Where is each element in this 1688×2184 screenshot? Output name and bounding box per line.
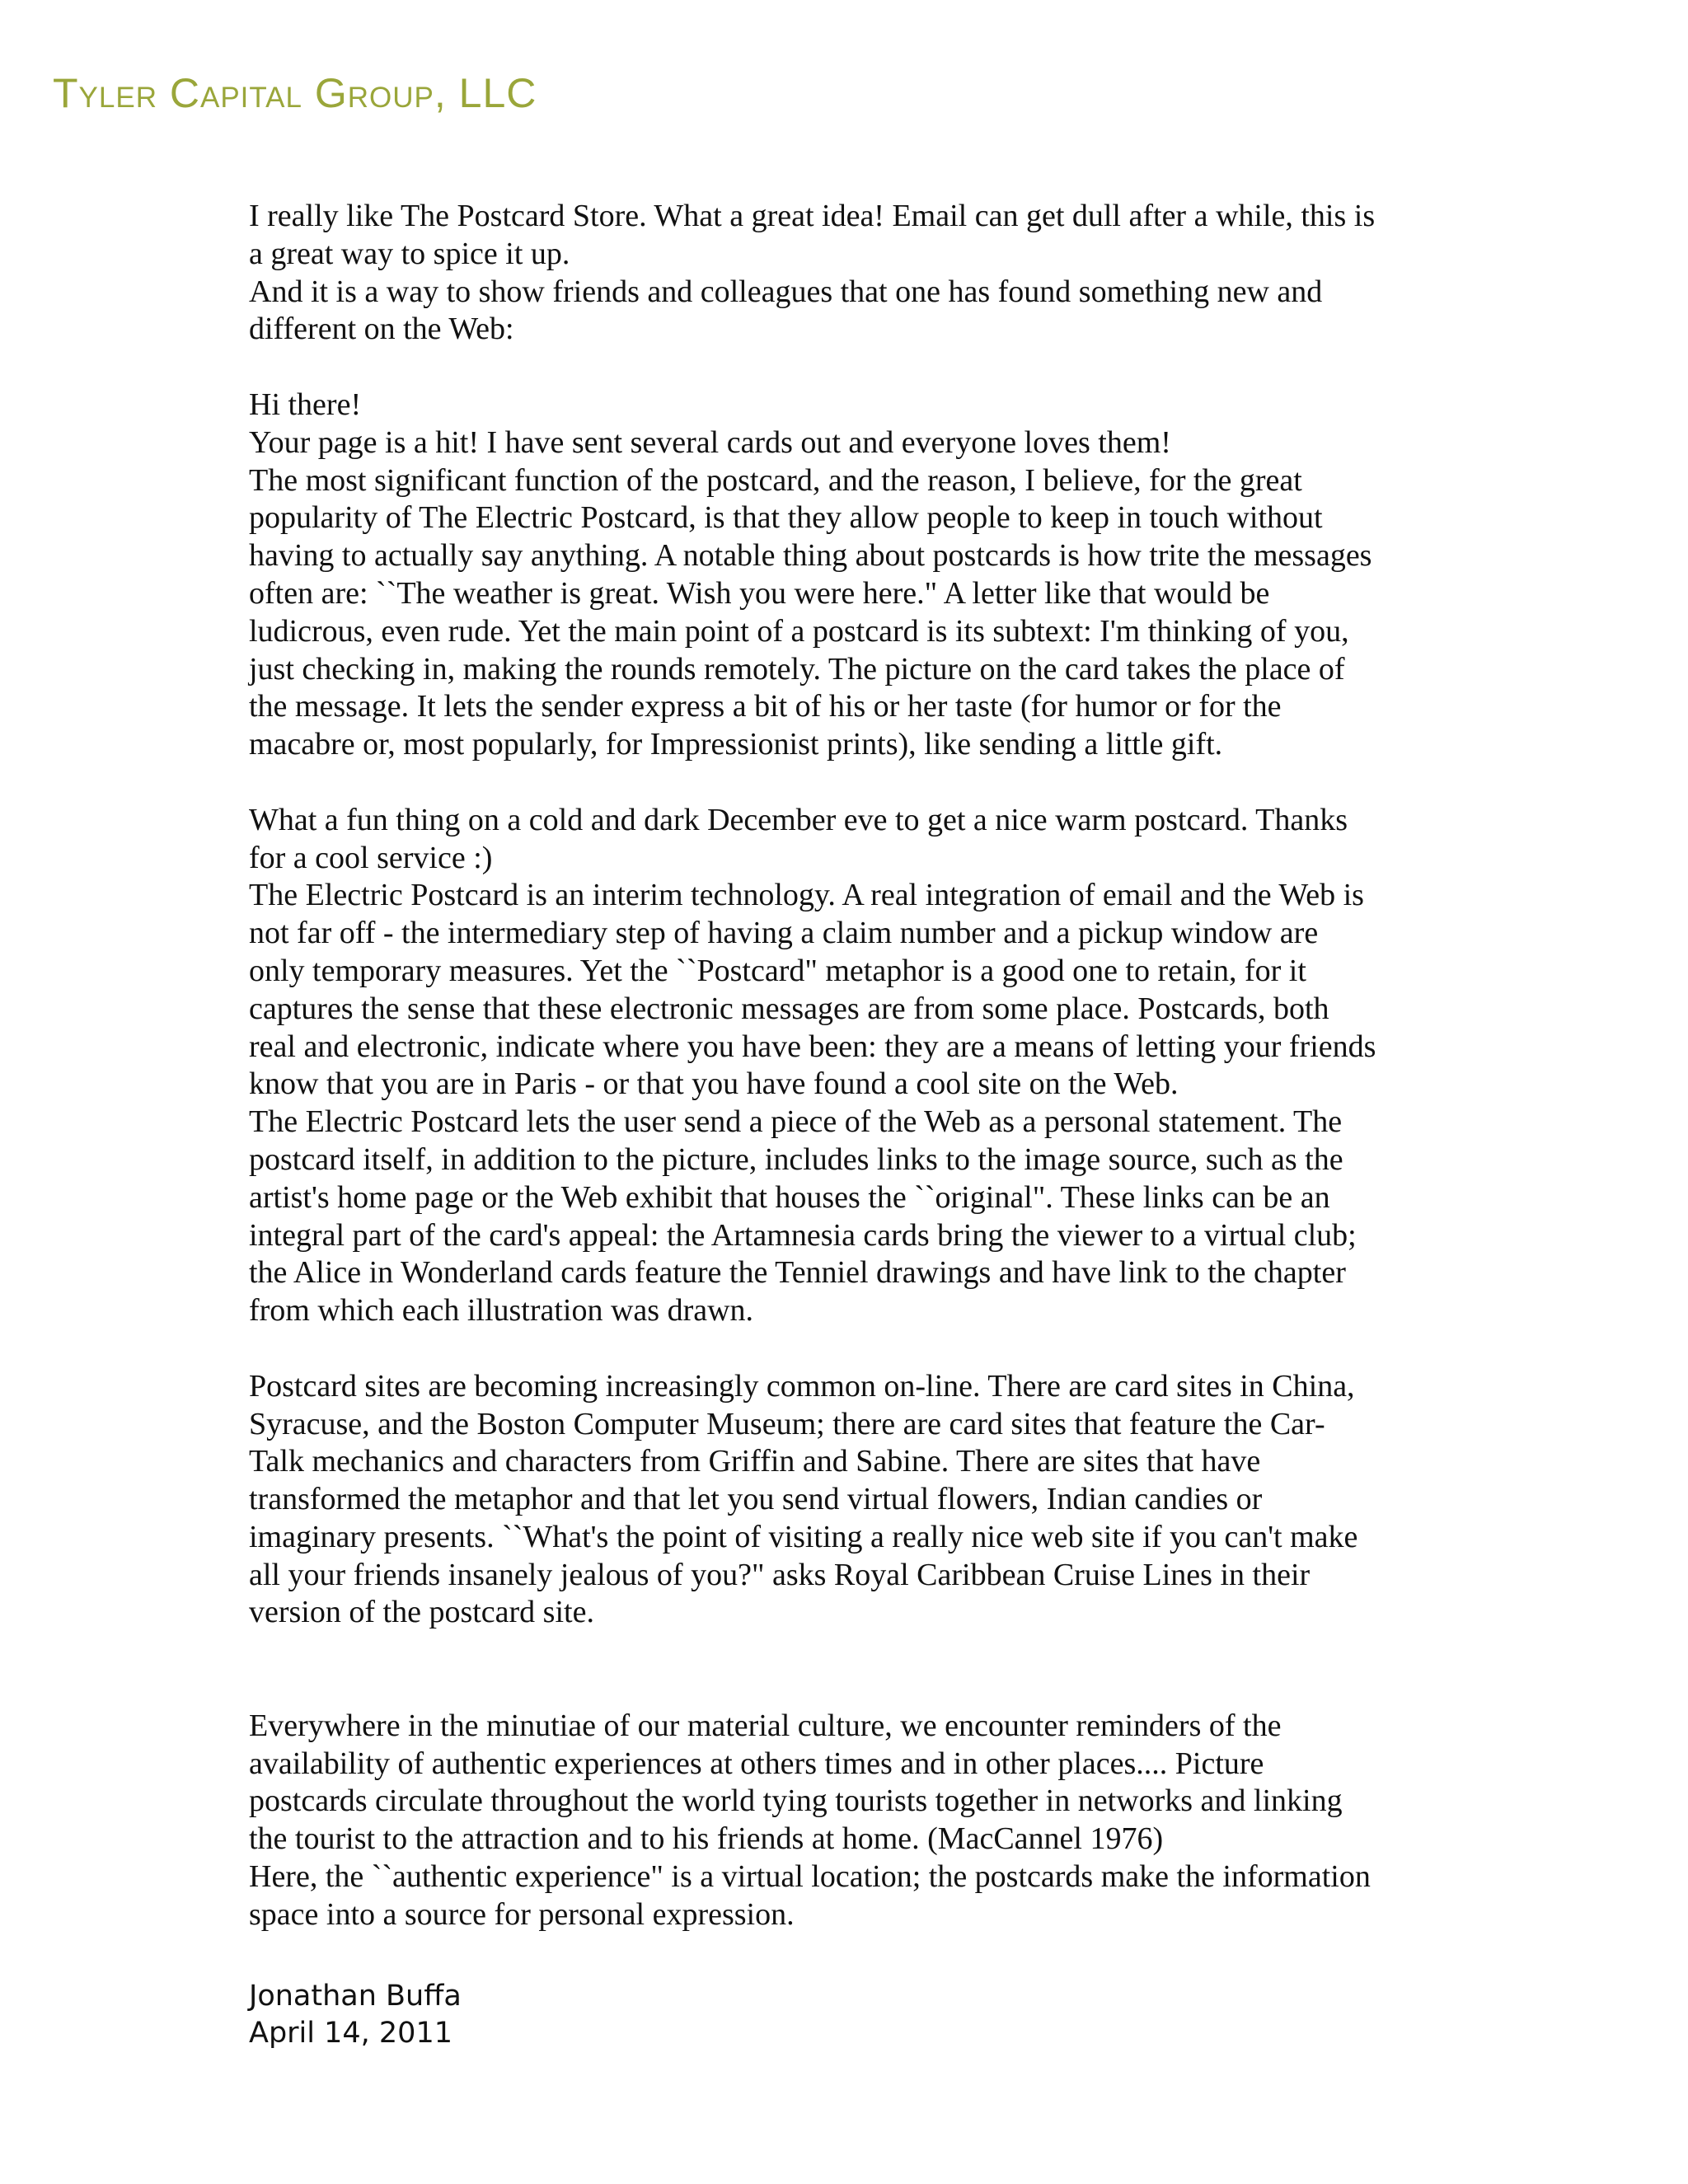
body-text-line: ludicrous, even rude. Yet the main point of a postcard is its subtext: I'm thinking of you, bbox=[249, 613, 1349, 649]
body-text-line: artist's home page or the Web exhibit that houses the ``original". These links can be an bbox=[249, 1179, 1330, 1215]
body-text-line: Your page is a hit! I have sent several cards out and everyone loves them! bbox=[249, 424, 1171, 460]
body-text-line: all your friends insanely jealous of you?" asks Royal Caribbean Cruise Lines in their bbox=[249, 1557, 1311, 1592]
body-text-line: the tourist to the attraction and to his friends at home. (MacCannel 1976) bbox=[249, 1821, 1164, 1857]
body-text-line: Everywhere in the minutiae of our material culture, we encounter reminders of the bbox=[249, 1708, 1282, 1743]
body-text-line: for a cool service :) bbox=[249, 840, 493, 875]
body-text-line: a great way to spice it up. bbox=[249, 236, 570, 271]
letter-body bbox=[249, 198, 1452, 1934]
paragraph-spacer bbox=[249, 1330, 1452, 1368]
body-text-line: The Electric Postcard is an interim technology. A real integration of email and the Web is bbox=[249, 878, 1364, 913]
body-text-line: The Electric Postcard lets the user send a piece of the Web as a personal statement. The bbox=[249, 1104, 1343, 1140]
body-text-line: from which each illustration was drawn. bbox=[249, 1293, 754, 1329]
body-text-line: only temporary measures. Yet the ``Postcard" metaphor is a good one to retain, for it bbox=[249, 953, 1306, 988]
body-text-line: different on the Web: bbox=[249, 312, 514, 347]
body-text-line: imaginary presents. ``What's the point of visiting a really nice web site if you can't make bbox=[249, 1519, 1358, 1554]
body-text-line: Syracuse, and the Boston Computer Museum; there are card sites that feature the Car- bbox=[249, 1406, 1325, 1441]
paragraph-spacer bbox=[249, 349, 1452, 387]
body-text-line: know that you are in Paris - or that you have found a cool site on the Web. bbox=[249, 1066, 1179, 1102]
body-text-line: postcard itself, in addition to the picture, includes links to the image source, such as the bbox=[249, 1141, 1343, 1177]
body-text-line: macabre or, most popularly, for Impressionist prints), like sending a little gift. bbox=[249, 727, 1223, 762]
body-text-line: I really like The Postcard Store. What a great idea! Email can get dull after a while, this is bbox=[249, 199, 1376, 233]
signature-name: Jonathan Buffa bbox=[249, 1980, 462, 2013]
body-text-line: Talk mechanics and characters from Griffin and Sabine. There are sites that have bbox=[249, 1444, 1261, 1479]
signature-block bbox=[249, 1978, 462, 2052]
body-text-line: space into a source for personal expression. bbox=[249, 1896, 795, 1932]
body-text-line: Here, the ``authentic experience" is a virtual location; the postcards make the information bbox=[249, 1859, 1371, 1895]
body-text-line: the message. It lets the sender express a bit of his or her taste (for humor or for the bbox=[249, 689, 1282, 724]
body-text-line: availability of authentic experiences at others times and in other places.... Picture bbox=[249, 1746, 1264, 1781]
body-text-line: integral part of the card's appeal: the Artamnesia cards bring the viewer to a virtual club; bbox=[249, 1217, 1357, 1253]
body-text-line: postcards circulate throughout the world tying tourists together in networks and linking bbox=[249, 1783, 1343, 1819]
body-text-line: The most significant function of the postcard, and the reason, I believe, for the great bbox=[249, 462, 1302, 498]
paragraph-spacer bbox=[249, 1670, 1452, 1708]
body-text-line: What a fun thing on a cold and dark December eve to get a nice warm postcard. Thanks bbox=[249, 802, 1348, 837]
body-text-line: transformed the metaphor and that let you send virtual flowers, Indian candies or bbox=[249, 1482, 1263, 1517]
body-text-line: captures the sense that these electronic messages are from some place. Postcards, both bbox=[249, 991, 1329, 1026]
body-text-line: And it is a way to show friends and colleagues that one has found something new and bbox=[249, 274, 1323, 309]
signature-date: April 14, 2011 bbox=[249, 2017, 452, 2050]
body-text-line: Postcard sites are becoming increasingly common on-line. There are card sites in China, bbox=[249, 1368, 1355, 1404]
paragraph-spacer bbox=[249, 764, 1452, 802]
body-text-line: often are: ``The weather is great. Wish you were here." A letter like that would be bbox=[249, 575, 1270, 611]
body-text-line: Hi there! bbox=[249, 387, 362, 422]
letterhead-company-name: Tyler Capital Group, LLC bbox=[53, 70, 537, 116]
body-text-line: real and electronic, indicate where you have been: they are a means of letting your friends bbox=[249, 1029, 1376, 1064]
body-text-line: the Alice in Wonderland cards feature the Tenniel drawings and have link to the chapter bbox=[249, 1255, 1346, 1291]
body-text-line: not far off - the intermediary step of having a claim number and a pickup window are bbox=[249, 916, 1319, 951]
body-text-line: version of the postcard site. bbox=[249, 1595, 594, 1630]
paragraph-spacer bbox=[249, 1632, 1452, 1670]
body-text-line: having to actually say anything. A notable thing about postcards is how trite the messages bbox=[249, 538, 1372, 574]
body-text-line: just checking in, making the rounds remotely. The picture on the card takes the place of bbox=[249, 651, 1345, 687]
body-text-line: popularity of The Electric Postcard, is that they allow people to keep in touch without bbox=[249, 500, 1323, 536]
